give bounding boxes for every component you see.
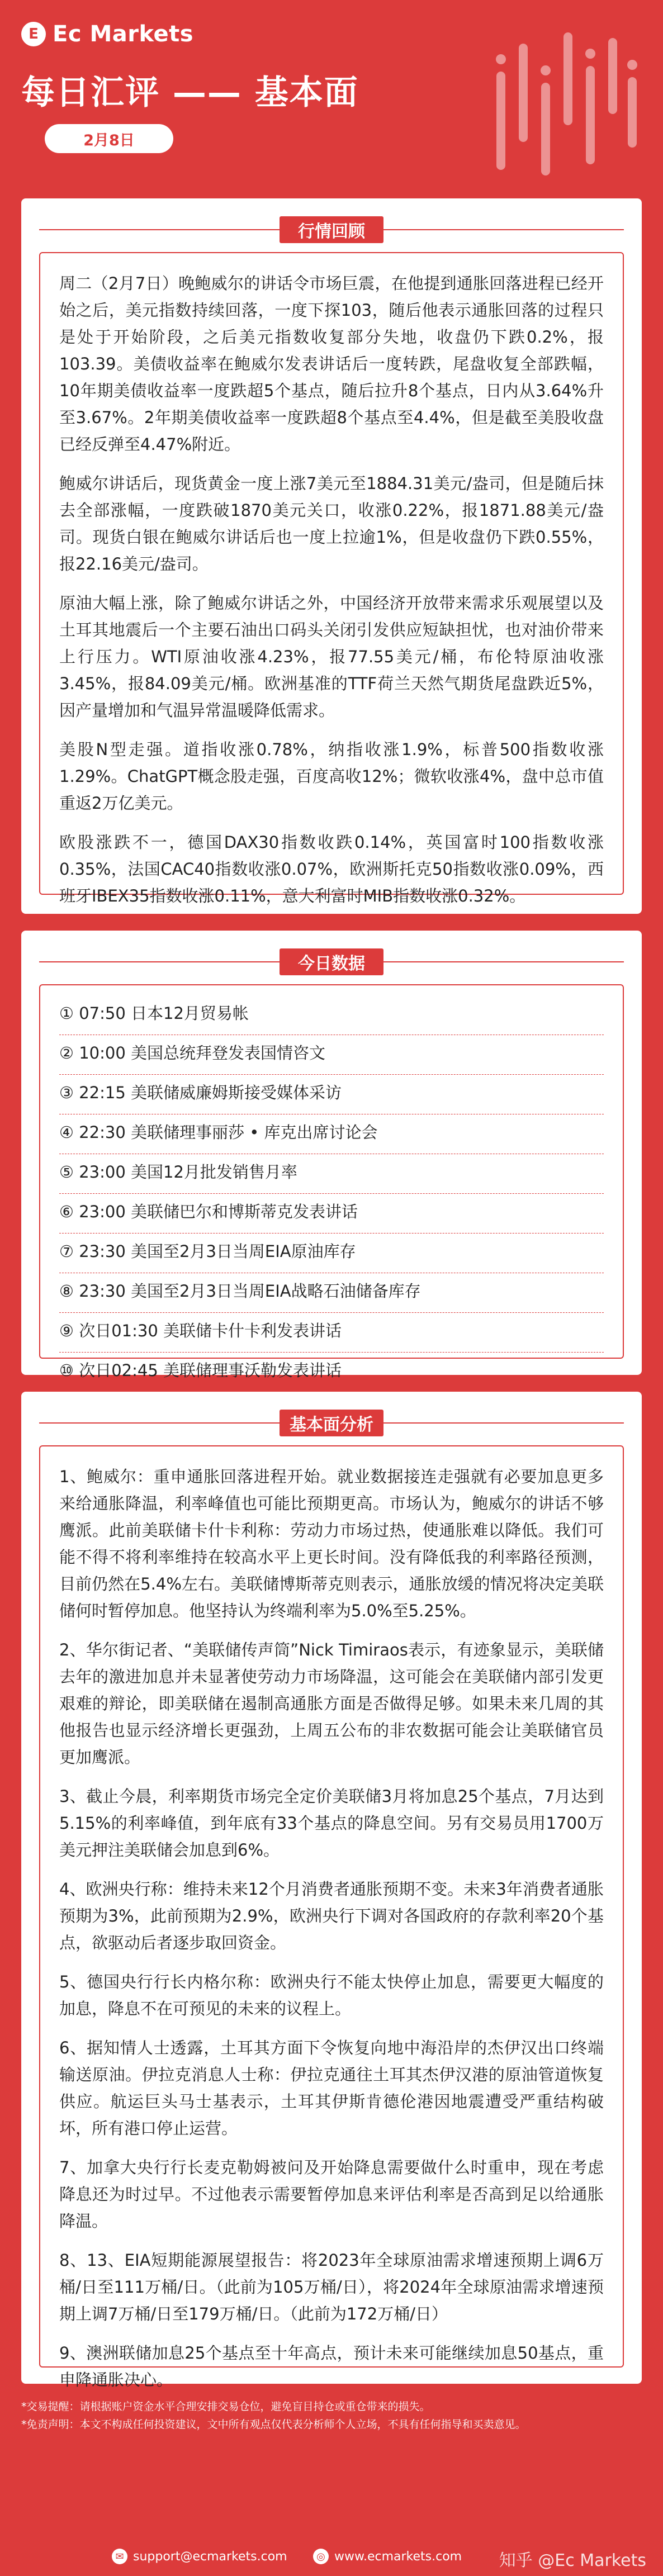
disclaimer: *免责声明：本文不构成任何投资建议，文中所有观点仅代表分析师个人立场，不具有任何指导和买卖意见。 — [21, 2418, 526, 2431]
decorative-bars-icon — [490, 26, 641, 177]
market-review-card — [21, 198, 642, 914]
event-item: ② 10:00 美国总统拜登发表国情咨文 — [59, 1035, 604, 1075]
event-list — [59, 995, 604, 1392]
event-item: ④ 22:30 美联储理事丽莎 • 库克出席讨论会 — [59, 1114, 604, 1154]
review-paragraph: 美股N型走强。道指收涨0.78%，纳指收涨1.9%，标普500指数收涨1.29%。ChatGPT概念股走强，百度高收12%；微软收涨4%，盘中总市值重返2万亿美元。 — [59, 740, 604, 813]
analysis-paragraph: 6、据知情人士透露，土耳其方面下令恢复向地中海沿岸的杰伊汉出口终端输送原油。伊拉克消息人士称：伊拉克通往土耳其杰伊汉港的原油管道恢复供应。航运巨头马士基表示，土耳其伊斯肯德伦港因地震遭受严重结构破坏，所有港口停止运营。 — [59, 2038, 604, 2138]
market-review-body — [39, 252, 624, 905]
event-item: ⑩ 次日02:45 美联储理事沃勒发表讲话 — [59, 1361, 342, 1380]
footer-website[interactable] — [313, 2549, 462, 2564]
trading-reminder: *交易提醒：请根据账户资金水平合理安排交易仓位，避免盲目持仓或重仓带来的损失。 — [21, 2401, 430, 2413]
event-item: ⑨ 次日01:30 美联储卡什卡利发表讲话 — [59, 1313, 604, 1353]
brand-logo — [21, 21, 193, 47]
analysis-paragraph: 7、加拿大央行行长麦克勒姆被问及开始降息需要做什么时重申，现在考虑降息还为时过早。不过他表示需要暂停加息来评估利率是否高到足以给通胀降温。 — [59, 2158, 604, 2231]
fundamental-analysis-body — [39, 1445, 624, 2389]
event-item: ⑥ 23:00 美联储巴尔和博斯蒂克发表讲话 — [59, 1194, 604, 1234]
watermark: 知乎 @Ec Markets — [499, 2551, 646, 2570]
analysis-paragraph: 9、澳洲联储加息25个基点至十年高点，预计未来可能继续加息50基点，重申降通胀决心。 — [59, 2343, 604, 2389]
analysis-paragraph: 1、鲍威尔：重申通胀回落进程开始。就业数据接连走强就有必要加息更多来给通胀降温，利率峰值也可能比预期更高。市场认为，鲍威尔的讲话不够鹰派。此前美联储卡什卡利称：劳动力市场过热，使通胀难以降低。我们可能不得不将利率维持在较高水平上更长时间。没有降低我的利率路径预测，目前仍然在5.4%左右。美联储博斯蒂克则表示，通胀放缓的情况将决定美联储何时暂停加息。他坚持认为终端利率为5.0%至5.25%。 — [59, 1467, 604, 1620]
analysis-paragraph: 4、欧洲央行称：维持未来12个月消费者通胀预期不变。未来3年消费者通胀预期为3%，此前预期为2.9%，欧洲央行下调对各国政府的存款利率20个基点，欲驱动后者逐步取回资金。 — [59, 1880, 604, 1952]
page-footer — [0, 2537, 663, 2576]
disclaimer-notes — [21, 2398, 642, 2433]
footer-website-text[interactable]: www.ecmarkets.com — [334, 2549, 462, 2564]
today-data-title: 今日数据 — [280, 948, 383, 975]
review-paragraph: 鲍威尔讲话后，现货黄金一度上涨7美元至1884.31美元/盎司，但是随后抹去全部涨幅，一度跌破1870美元关口，收涨0.22%，报1871.88美元/盎司。现货白银在鲍威尔讲话后也一度上拉逾1%，但是收盘仍下跌0.55%，报22.16美元/盎司。 — [59, 474, 604, 573]
page-header — [0, 0, 663, 198]
date-badge: 2月8日 — [45, 124, 173, 153]
analysis-paragraph: 8、13、EIA短期能源展望报告：将2023年全球原油需求增速预期上调6万桶/日至111万桶/日。（此前为105万桶/日），将2024年全球原油需求增速预期上调7万桶/日至179万桶/日。（此前为172万桶/日） — [59, 2251, 604, 2323]
event-item: ① 07:50 日本12月贸易帐 — [59, 995, 604, 1035]
fundamental-analysis-card — [21, 1392, 642, 2389]
analysis-paragraph: 2、华尔街记者、“美联储传声筒”Nick Timiraos表示，有迹象显示，美联储去年的激进加息并未显著使劳动力市场降温，这可能会在美联储内部引发更艰难的辩论，即美联储在遏制高通胀方面是否做得足够。如果未来几周的其他报告也显示经济增长更强劲，上周五公布的非农数据可能会让美联储官员更加鹰派。 — [59, 1640, 604, 1767]
today-data-card — [21, 931, 642, 1380]
today-data-body — [39, 984, 624, 1380]
review-paragraph: 周二（2月7日）晚鲍威尔的讲话令市场巨震，在他提到通胀回落进程已经开始之后，美元指数持续回落，一度下探103，随后他表示通胀回落的过程只是处于开始阶段，之后美元指数收复部分失地，收盘仍下跌0.2%，报103.39。美债收益率在鲍威尔发表讲话后一度转跌，尾盘收复全部跌幅，10年期美债收益率一度跌超5个基点，随后拉升8个基点，日内从3.64%升至3.67%。2年期美债收益率一度跌超8个基点至4.4%，但是截至美股收盘已经反弹至4.47%附近。 — [59, 274, 604, 454]
logo-text: Ec Markets — [53, 21, 194, 47]
logo-mark-icon: E — [21, 22, 46, 46]
analysis-paragraph: 5、德国央行行长内格尔称：欧洲央行不能太快停止加息，需要更大幅度的加息，降息不在可预见的未来的议程上。 — [59, 1972, 604, 2018]
footer-email[interactable] — [112, 2549, 287, 2564]
page-title: 每日汇评 —— 基本面 — [21, 73, 359, 112]
review-paragraph: 原油大幅上涨，除了鲍威尔讲话之外，中国经济开放带来需求乐观展望以及土耳其地震后一个主要石油出口码头关闭引发供应短缺担忧，也对油价带来上行压力。WTI原油收涨4.23%，报77.55美元/桶，布伦特原油收涨3.45%，报84.09美元/桶。欧洲基准的TTF荷兰天然气期货尾盘跌近5%，因产量增加和气温异常温暖降低需求。 — [59, 594, 604, 720]
analysis-paragraph: 3、截止今晨，利率期货市场完全定价美联储3月将加息25个基点，7月达到5.15%的利率峰值，到年底有33个基点的降息空间。另有交易员用1700万美元押注美联储会加息到6%。 — [59, 1787, 604, 1859]
globe-icon: ◎ — [313, 2549, 329, 2564]
fundamental-analysis-title: 基本面分析 — [280, 1410, 383, 1436]
event-item: ⑤ 23:00 美国12月批发销售月率 — [59, 1154, 604, 1194]
event-item: ⑧ 23:30 美国至2月3日当周EIA战略石油储备库存 — [59, 1273, 604, 1313]
event-item: ③ 22:15 美联储威廉姆斯接受媒体采访 — [59, 1075, 604, 1114]
event-item: ⑦ 23:30 美国至2月3日当周EIA原油库存 — [59, 1234, 604, 1273]
email-icon: ✉ — [112, 2549, 127, 2564]
market-review-title: 行情回顾 — [280, 216, 383, 243]
footer-email-text[interactable]: support@ecmarkets.com — [133, 2549, 287, 2564]
review-paragraph: 欧股涨跌不一，德国DAX30指数收跌0.14%，英国富时100指数收涨0.35%，法国CAC40指数收涨0.07%，欧洲斯托克50指数收涨0.09%，西班牙IBEX35指数收涨0.11%，意大利富时MIB指数收涨0.32%。 — [59, 833, 604, 905]
